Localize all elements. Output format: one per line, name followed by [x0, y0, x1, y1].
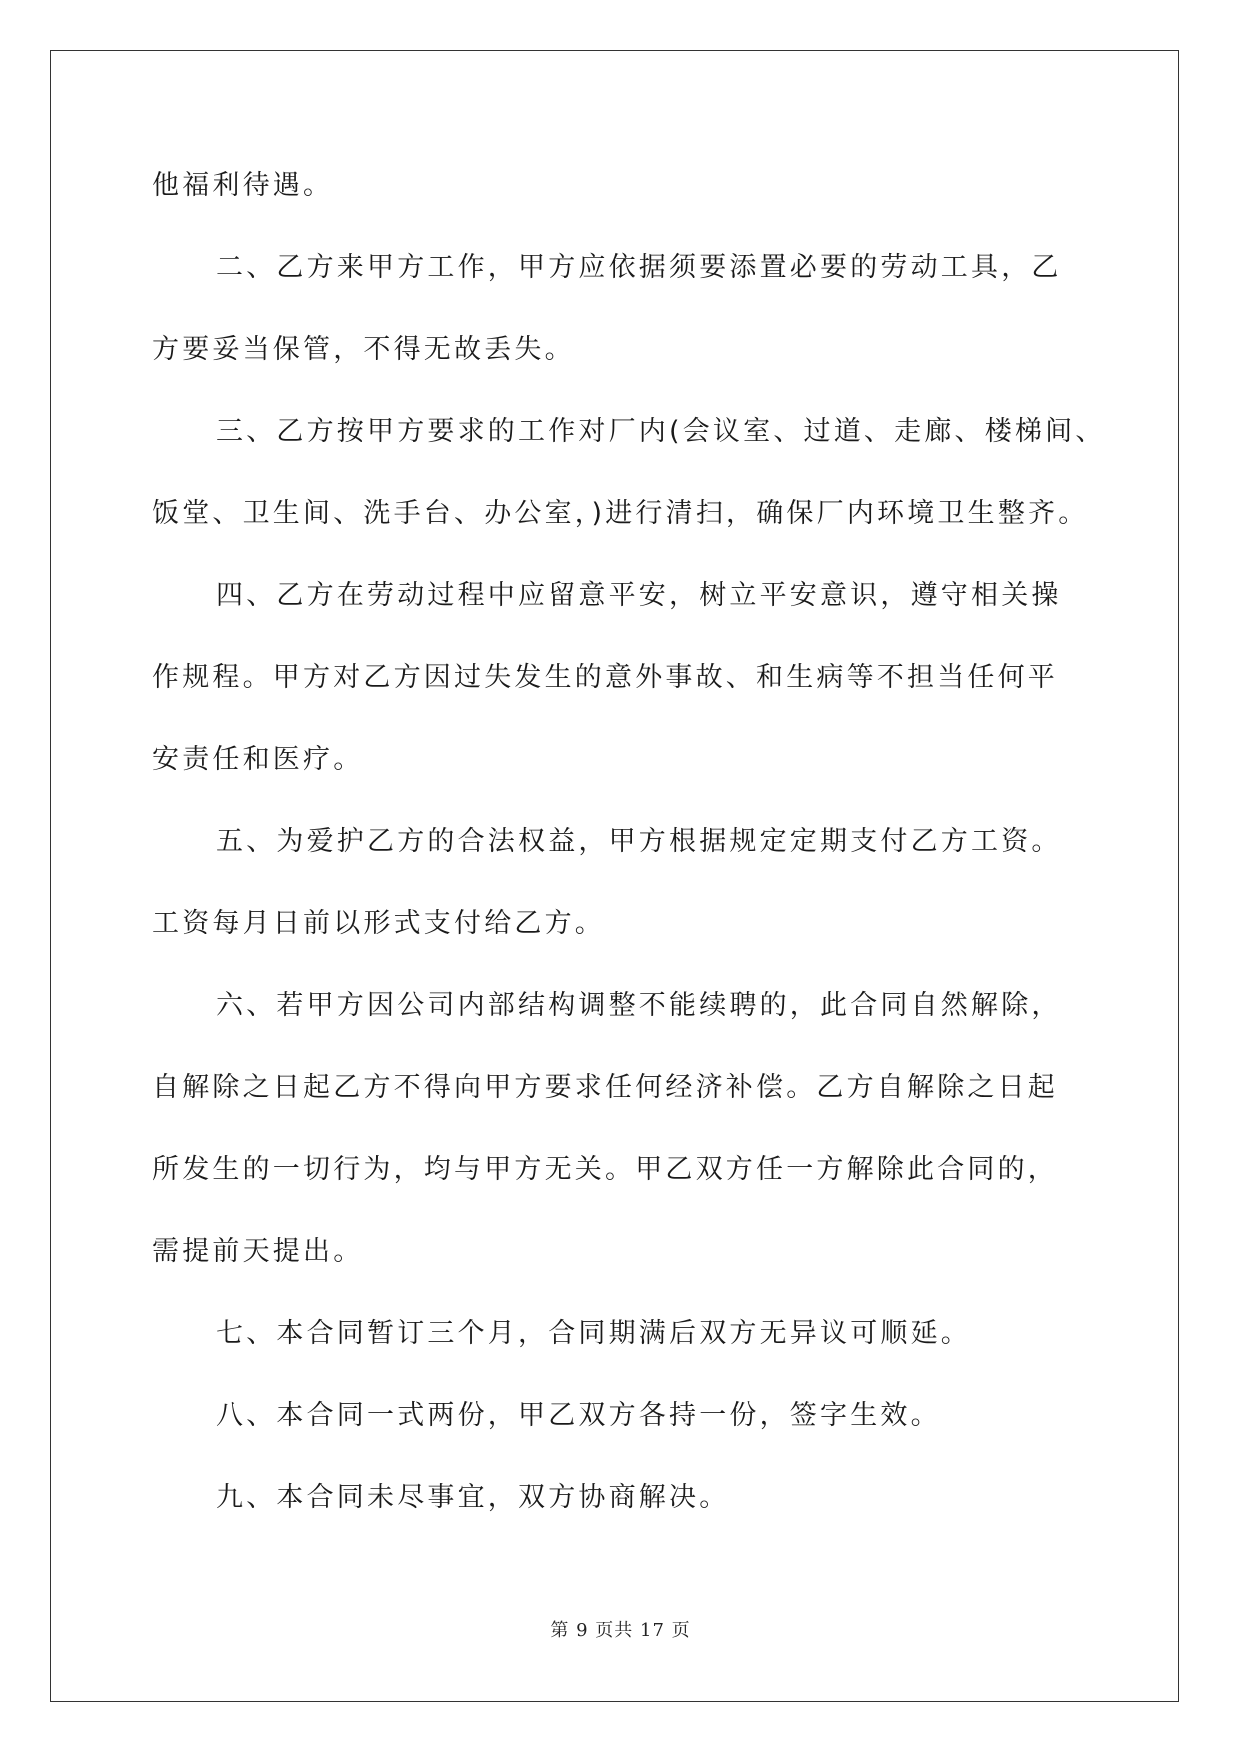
text-line: 他福利待遇。: [152, 170, 334, 201]
text-line: 所发生的一切行为，均与甲方无关。甲乙双方任一方解除此合同的，: [152, 1154, 1058, 1185]
page-footer: [0, 1616, 1241, 1642]
text-line: 安责任和医疗。: [152, 744, 364, 775]
text-line: 方要妥当保管，不得无故丢失。: [152, 334, 575, 365]
text-line: 工资每月日前以形式支付给乙方。: [152, 908, 605, 939]
page-number: 第 9 页: [550, 1620, 615, 1641]
text-line: 六、若甲方因公司内部结构调整不能续聘的，此合同自然解除，: [216, 990, 1062, 1021]
text-line: 三、乙方按甲方要求的工作对厂内(会议室、过道、走廊、楼梯间、: [216, 416, 1106, 447]
text-line: 七、本合同暂订三个月，合同期满后双方无异议可顺延。: [216, 1318, 971, 1349]
document-body: [152, 168, 1106, 1562]
text-line: 四、乙方在劳动过程中应留意平安，树立平安意识，遵守相关操: [216, 580, 1062, 611]
text-line: 五、为爱护乙方的合法权益，甲方根据规定定期支付乙方工资。: [216, 826, 1062, 857]
text-line: 自解除之日起乙方不得向甲方要求任何经济补偿。乙方自解除之日起: [152, 1072, 1058, 1103]
text-line: 需提前天提出。: [152, 1236, 364, 1267]
text-line: 饭堂、卫生间、洗手台、办公室，)进行清扫，确保厂内环境卫生整齐。: [152, 498, 1089, 529]
text-line: 二、乙方来甲方工作，甲方应依据须要添置必要的劳动工具，乙: [216, 252, 1062, 283]
text-line: 八、本合同一式两份，甲乙双方各持一份，签字生效。: [216, 1400, 941, 1431]
page-total: 共 17 页: [614, 1620, 691, 1641]
text-line: 九、本合同未尽事宜，双方协商解决。: [216, 1482, 730, 1513]
text-line: 作规程。甲方对乙方因过失发生的意外事故、和生病等不担当任何平: [152, 662, 1058, 693]
